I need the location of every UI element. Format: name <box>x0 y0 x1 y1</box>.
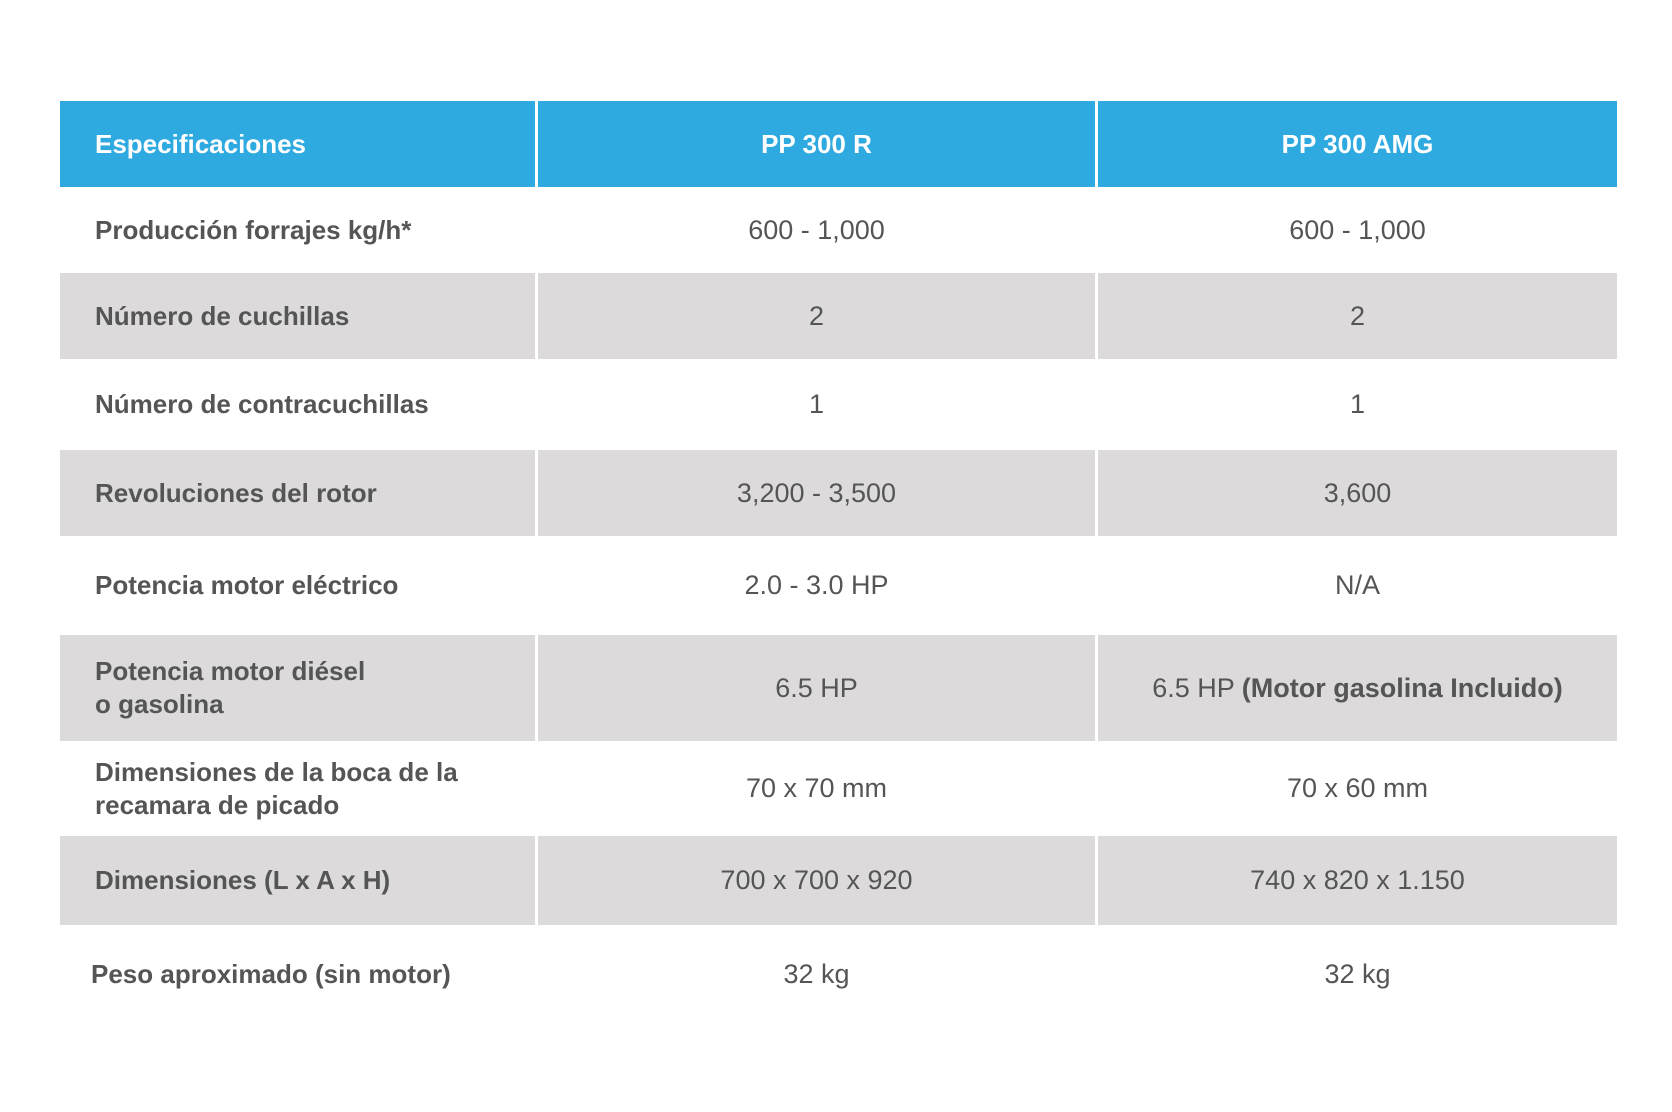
cell-pp-300-r: 6.5 HP <box>535 635 1095 741</box>
row-label-text: Número de contracuchillas <box>95 389 429 419</box>
cell-pp-300-amg <box>1095 635 1617 741</box>
cell-pp-300-amg: 2 <box>1095 273 1617 359</box>
table-row-contracuchillas <box>60 359 1617 450</box>
row-label-text: Revoluciones del rotor <box>95 477 377 508</box>
row-label <box>60 536 535 635</box>
cell-pp-300-r: 1 <box>535 359 1095 450</box>
row-label <box>60 187 535 273</box>
row-label-text: Potencia motor eléctrico <box>95 570 399 600</box>
table-row-peso <box>60 925 1617 1023</box>
cell-pp-300-amg: 740 x 820 x 1.150 <box>1095 836 1617 925</box>
cell-value: 6.5 HP <box>1152 672 1235 703</box>
table-row-dimensiones-boca <box>60 741 1617 836</box>
row-label-text: Dimensiones de la boca de la <box>95 756 458 787</box>
row-label-text: Dimensiones (L x A x H) <box>95 865 391 895</box>
cell-pp-300-amg: N/A <box>1095 536 1617 635</box>
cell-pp-300-amg: 70 x 60 mm <box>1095 741 1617 836</box>
table-row-potencia-electrico <box>60 536 1617 635</box>
row-label <box>60 635 535 741</box>
row-label <box>60 359 535 450</box>
table-row-potencia-diesel <box>60 635 1617 741</box>
cell-pp-300-amg: 1 <box>1095 359 1617 450</box>
row-label <box>60 836 535 925</box>
cell-pp-300-r: 2 <box>535 273 1095 359</box>
cell-pp-300-r: 2.0 - 3.0 HP <box>535 536 1095 635</box>
cell-pp-300-amg: 3,600 <box>1095 450 1617 536</box>
row-label-text: Potencia motor diésel <box>95 656 366 686</box>
cell-pp-300-r: 70 x 70 mm <box>535 741 1095 836</box>
row-label-text: Peso aproximado (sin motor) <box>91 958 451 989</box>
cell-pp-300-r: 32 kg <box>535 925 1095 1023</box>
cell-pp-300-amg: 32 kg <box>1095 925 1617 1023</box>
header-especificaciones: Especificaciones <box>60 101 535 187</box>
cell-pp-300-r: 3,200 - 3,500 <box>535 450 1095 536</box>
motor-included-note: (Motor gasolina Incluido) <box>1241 672 1563 703</box>
table-row-revoluciones <box>60 450 1617 536</box>
row-label-text: Producción forrajes kg/h* <box>95 214 412 245</box>
specifications-table <box>60 101 1617 1023</box>
cell-pp-300-amg: 600 - 1,000 <box>1095 187 1617 273</box>
row-label <box>60 450 535 536</box>
row-label-text: Número de cuchillas <box>95 300 350 331</box>
row-label-text-line-2: o gasolina <box>95 689 224 719</box>
header-pp-300-r: PP 300 R <box>535 101 1095 187</box>
cell-pp-300-r: 600 - 1,000 <box>535 187 1095 273</box>
table-row-produccion <box>60 187 1617 273</box>
header-pp-300-amg: PP 300 AMG <box>1095 101 1617 187</box>
header-row <box>60 101 1617 187</box>
row-label-text-line-2: recamara de picado <box>95 789 340 820</box>
row-label <box>60 273 535 359</box>
table-row-dimensiones <box>60 836 1617 925</box>
cell-pp-300-r: 700 x 700 x 920 <box>535 836 1095 925</box>
row-label <box>60 925 535 1023</box>
table-row-cuchillas <box>60 273 1617 359</box>
row-label <box>60 741 535 836</box>
